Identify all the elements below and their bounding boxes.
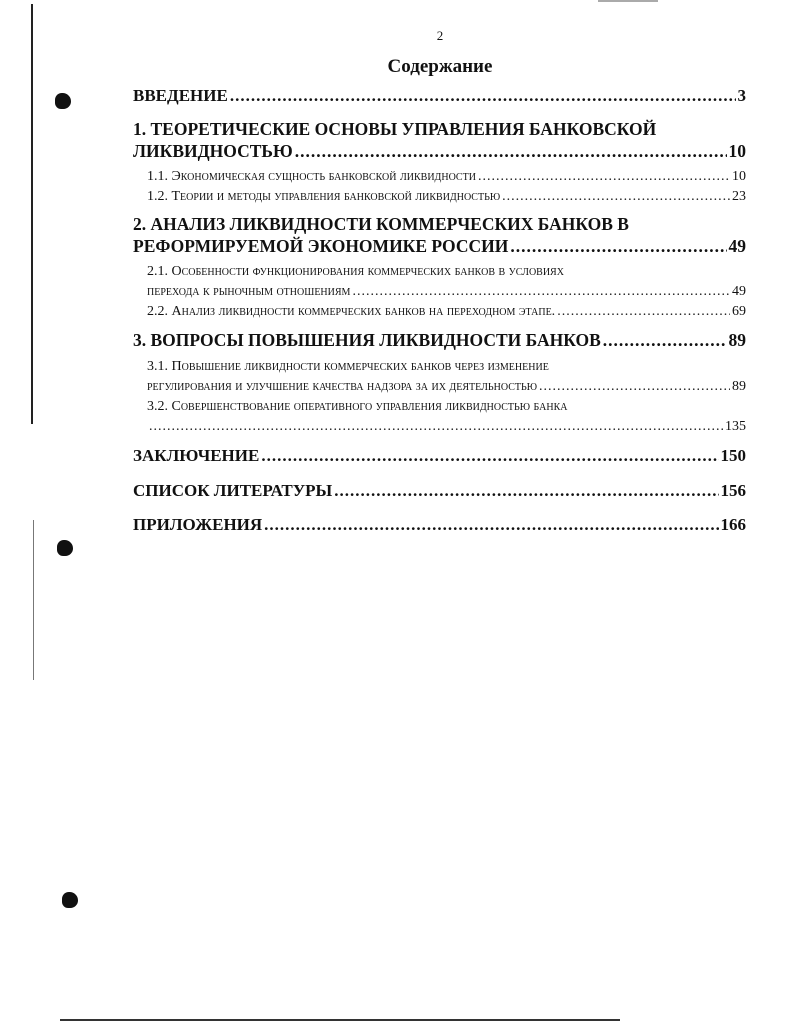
toc-section-3-2-line1[interactable]: 3.2. Совершенствование оперативного управления ликвидностью банка (147, 399, 568, 414)
toc-entry-label: ЛИКВИДНОСТЬЮ (133, 141, 293, 161)
leader-dots (603, 330, 727, 351)
toc-entry-page: 49 (732, 284, 746, 299)
page-number: 2 (436, 28, 444, 43)
toc-entry-chapter3[interactable] (133, 330, 746, 351)
toc-entry-label: 1.1. Экономическая сущность банковской ликвидности (147, 169, 476, 184)
leader-dots (264, 515, 718, 535)
toc-entry-label: 1.2. Теории и методы управления банковской ликвидностью (147, 189, 501, 204)
leader-dots (539, 379, 730, 395)
toc-entry-label: СПИСОК ЛИТЕРАТУРЫ (133, 481, 333, 500)
leader-dots (557, 304, 730, 320)
scan-margin-line (33, 520, 34, 680)
leader-dots (261, 446, 718, 466)
toc-entry-section-2-1[interactable] (147, 284, 746, 300)
toc-entry-chapter1[interactable] (133, 141, 746, 162)
leader-dots (478, 169, 730, 185)
toc-entry-page: 135 (725, 419, 746, 434)
toc-section-2-1-line1[interactable]: 2.1. Особенности функционирования коммерческих банков в условиях (147, 264, 564, 279)
toc-entry-label: 3. ВОПРОСЫ ПОВЫШЕНИЯ ЛИКВИДНОСТИ БАНКОВ (133, 330, 601, 350)
leader-dots (352, 284, 730, 300)
scan-top-line (598, 0, 658, 2)
toc-entry-page: 166 (720, 515, 746, 534)
leader-dots (510, 236, 726, 257)
toc-entry-page: 3 (737, 86, 746, 105)
toc-entry-page: 89 (728, 330, 746, 350)
toc-entry-label: 2.2. Анализ ликвидности коммерческих банков на переходном этапе. (147, 304, 556, 319)
leader-dots (502, 189, 730, 205)
toc-entry-page: 69 (732, 304, 746, 319)
leader-dots (295, 141, 727, 162)
scan-bottom-line (60, 1019, 620, 1021)
toc-entry-section-1-2[interactable] (147, 189, 746, 205)
toc-entry-page: 156 (720, 481, 746, 500)
toc-entry-label: регулирования и улучшение качества надзора за их деятельностью (147, 379, 537, 394)
toc-chapter1-line1[interactable]: 1. ТЕОРЕТИЧЕСКИЕ ОСНОВЫ УПРАВЛЕНИЯ БАНКОВСКОЙ (133, 119, 657, 139)
toc-entry-label: ВВЕДЕНИЕ (133, 86, 228, 105)
punch-hole-mark (57, 540, 73, 556)
leader-dots (230, 86, 736, 106)
toc-entry-page: 10 (732, 169, 746, 184)
leader-dots (334, 481, 718, 501)
toc-entry-conclusion[interactable] (133, 446, 746, 466)
toc-entry-section-3-2[interactable] (147, 419, 746, 435)
toc-entry-label: ПРИЛОЖЕНИЯ (133, 515, 263, 534)
toc-section-3-1-line1[interactable]: 3.1. Повышение ликвидности коммерческих банков через изменение (147, 359, 549, 374)
toc-entry-section-1-1[interactable] (147, 169, 746, 185)
toc-entry-page: 23 (732, 189, 746, 204)
toc-entry-page: 89 (732, 379, 746, 394)
toc-entry-section-3-1[interactable] (147, 379, 746, 395)
punch-hole-mark (55, 93, 71, 109)
toc-entry-label: РЕФОРМИРУЕМОЙ ЭКОНОМИКЕ РОССИИ (133, 236, 509, 256)
toc-entry-page: 150 (720, 446, 746, 465)
toc-entry-page: 10 (728, 141, 746, 161)
toc-entry-section-2-2[interactable] (147, 304, 746, 320)
toc-entry-page: 49 (728, 236, 746, 256)
toc-entry-appendices[interactable] (133, 515, 746, 535)
toc-chapter2-line1[interactable]: 2. АНАЛИЗ ЛИКВИДНОСТИ КОММЕРЧЕСКИХ БАНКОВ В (133, 214, 629, 234)
toc-entry-label: перехода к рыночным отношениям (147, 284, 351, 299)
toc-entry-chapter2[interactable] (133, 236, 746, 257)
page-title: Содержание (387, 56, 493, 77)
leader-dots (149, 419, 723, 435)
toc-entry-introduction[interactable] (133, 86, 746, 106)
punch-hole-mark (62, 892, 78, 908)
toc-entry-label: ЗАКЛЮЧЕНИЕ (133, 446, 260, 465)
toc-entry-references[interactable] (133, 481, 746, 501)
